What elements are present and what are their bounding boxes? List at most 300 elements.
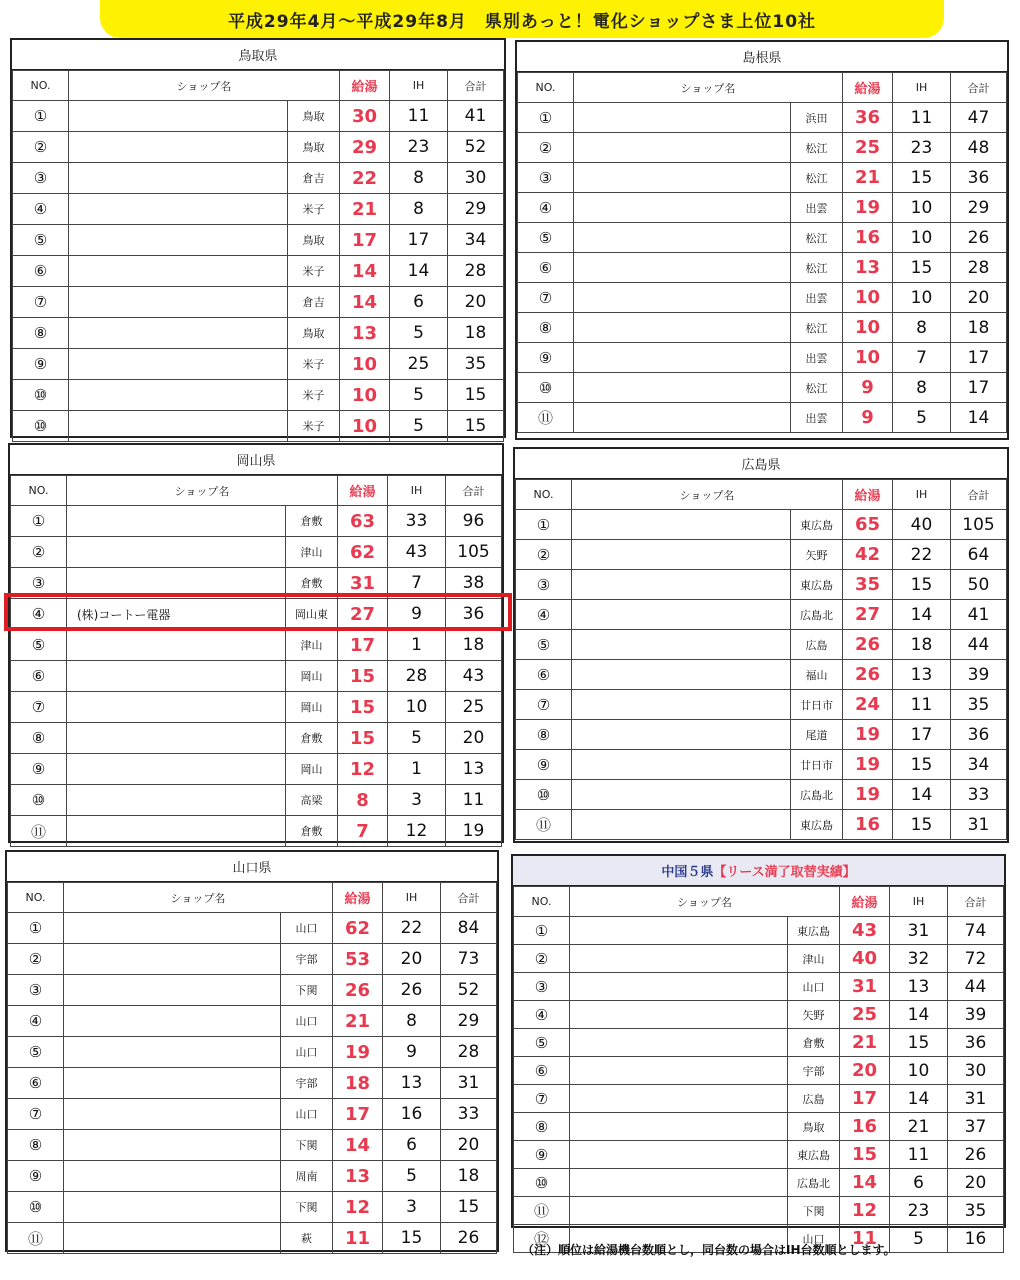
kyuto-count: 26 — [843, 630, 893, 660]
shop-area: 岡山東 — [286, 599, 338, 630]
shop-name — [570, 917, 788, 945]
shop-name — [69, 163, 288, 194]
prefecture-name: 島根県 — [742, 51, 782, 66]
shop-name — [67, 723, 286, 754]
panel-yamaguchi — [5, 850, 499, 1252]
shop-area: 浜田 — [791, 103, 843, 133]
rank-number: ④ — [518, 193, 574, 223]
ih-count: 5 — [388, 723, 446, 754]
table-row — [8, 1037, 497, 1068]
total-count: 37 — [948, 1113, 1004, 1141]
shop-name — [572, 810, 791, 840]
kyuto-count: 10 — [340, 380, 390, 411]
rank-number: ③ — [11, 568, 67, 599]
shop-area: 鳥取 — [288, 318, 340, 349]
kyuto-count: 31 — [840, 973, 890, 1001]
kyuto-count: 21 — [840, 1029, 890, 1057]
rank-number: ⑧ — [518, 313, 574, 343]
ih-count: 8 — [390, 194, 448, 225]
shop-name — [572, 510, 791, 540]
header-kyuto: 給湯 — [333, 883, 383, 913]
shop-name — [572, 630, 791, 660]
panel-okayama — [8, 443, 504, 843]
shop-area: 東広島 — [791, 570, 843, 600]
kyuto-count: 16 — [843, 810, 893, 840]
kyuto-count: 16 — [840, 1113, 890, 1141]
prefecture-name: 広島県 — [741, 458, 781, 473]
rank-number: ① — [8, 913, 64, 944]
ih-count: 10 — [893, 223, 951, 253]
total-count: 50 — [951, 570, 1007, 600]
kyuto-count: 19 — [843, 780, 893, 810]
ih-count: 33 — [388, 506, 446, 537]
total-count: 44 — [948, 973, 1004, 1001]
kyuto-count: 36 — [843, 103, 893, 133]
rank-number: ③ — [514, 973, 570, 1001]
ih-count: 15 — [893, 750, 951, 780]
ih-count: 14 — [890, 1001, 948, 1029]
kyuto-count: 9 — [843, 373, 893, 403]
rank-number: ⑦ — [11, 692, 67, 723]
table-row — [518, 163, 1007, 193]
table-row — [518, 373, 1007, 403]
shop-area: 山口 — [281, 1006, 333, 1037]
shop-area: 松江 — [791, 313, 843, 343]
ih-count: 10 — [890, 1057, 948, 1085]
shop-area: 広島北 — [791, 780, 843, 810]
table-row — [13, 287, 504, 318]
total-count: 84 — [441, 913, 497, 944]
header-row — [11, 476, 502, 506]
total-count: 31 — [441, 1068, 497, 1099]
shop-area: 倉敷 — [286, 723, 338, 754]
table-row — [518, 253, 1007, 283]
shop-area: 周南 — [281, 1161, 333, 1192]
ih-count: 5 — [893, 403, 951, 433]
ih-count: 14 — [390, 256, 448, 287]
shop-name — [67, 661, 286, 692]
shop-area: 山口 — [281, 1037, 333, 1068]
ih-count: 15 — [383, 1223, 441, 1254]
rank-number: ⑤ — [516, 630, 572, 660]
ih-count: 21 — [890, 1113, 948, 1141]
shop-area: 下関 — [788, 1197, 840, 1225]
shop-name — [69, 256, 288, 287]
table-row — [516, 510, 1007, 540]
ih-count: 15 — [893, 163, 951, 193]
kyuto-count: 16 — [843, 223, 893, 253]
ih-count: 40 — [893, 510, 951, 540]
table-row — [516, 600, 1007, 630]
shop-name — [64, 913, 281, 944]
rank-number: ⑪ — [518, 403, 574, 433]
prefecture-name: 鳥取県 — [238, 49, 278, 64]
shop-name — [574, 163, 791, 193]
kyuto-count: 20 — [840, 1057, 890, 1085]
table-row — [8, 1006, 497, 1037]
table-row — [514, 945, 1004, 973]
header-ih: IH — [383, 883, 441, 913]
total-count: 38 — [446, 568, 502, 599]
kyuto-count: 15 — [840, 1141, 890, 1169]
total-count: 39 — [951, 660, 1007, 690]
shop-area: 鳥取 — [288, 225, 340, 256]
total-count: 33 — [441, 1099, 497, 1130]
shop-name — [69, 101, 288, 132]
shop-name — [574, 193, 791, 223]
table-row — [8, 944, 497, 975]
kyuto-count: 10 — [340, 349, 390, 380]
table-row — [518, 313, 1007, 343]
shop-name — [570, 1001, 788, 1029]
table-row — [514, 1029, 1004, 1057]
kyuto-count: 40 — [840, 945, 890, 973]
shop-name — [64, 1130, 281, 1161]
shop-area: 出雲 — [791, 343, 843, 373]
shop-name — [69, 194, 288, 225]
ih-count: 7 — [388, 568, 446, 599]
total-count: 19 — [446, 816, 502, 847]
total-count: 15 — [448, 380, 504, 411]
kyuto-count: 42 — [843, 540, 893, 570]
total-count: 20 — [951, 283, 1007, 313]
panel-hiroshima — [513, 447, 1009, 843]
kyuto-count: 43 — [840, 917, 890, 945]
ih-count: 14 — [893, 600, 951, 630]
header-shop: ショップ名 — [69, 71, 340, 101]
rank-number: ⑤ — [518, 223, 574, 253]
total-count: 39 — [948, 1001, 1004, 1029]
rank-number: ⑤ — [8, 1037, 64, 1068]
rank-number: ⑪ — [516, 810, 572, 840]
ih-count: 10 — [893, 193, 951, 223]
rank-number: ② — [516, 540, 572, 570]
shop-area: 東広島 — [788, 1141, 840, 1169]
kyuto-count: 19 — [843, 720, 893, 750]
table-row — [8, 975, 497, 1006]
kyuto-count: 25 — [840, 1001, 890, 1029]
header-ih: IH — [893, 480, 951, 510]
table-row — [8, 1130, 497, 1161]
rank-number: ⑦ — [516, 690, 572, 720]
ranking-table — [10, 475, 502, 847]
shop-area: 山口 — [788, 973, 840, 1001]
ih-count: 15 — [893, 570, 951, 600]
table-row — [13, 101, 504, 132]
shop-area: 米子 — [288, 194, 340, 225]
kyuto-count: 11 — [333, 1223, 383, 1254]
table-row — [11, 630, 502, 661]
shop-area: 倉敷 — [286, 506, 338, 537]
header-shop: ショップ名 — [67, 476, 338, 506]
total-count: 18 — [446, 630, 502, 661]
total-count: 29 — [448, 194, 504, 225]
shop-area: 倉吉 — [288, 287, 340, 318]
shop-area: 広島 — [791, 630, 843, 660]
total-count: 17 — [951, 343, 1007, 373]
table-row — [518, 403, 1007, 433]
total-count: 28 — [441, 1037, 497, 1068]
table-row — [514, 973, 1004, 1001]
rank-number: ⑨ — [514, 1141, 570, 1169]
rank-number: ⑦ — [8, 1099, 64, 1130]
ih-count: 10 — [388, 692, 446, 723]
table-row — [11, 661, 502, 692]
total-count: 34 — [951, 750, 1007, 780]
ih-count: 25 — [390, 349, 448, 380]
total-count: 73 — [441, 944, 497, 975]
total-count: 34 — [448, 225, 504, 256]
kyuto-count: 27 — [338, 599, 388, 630]
header-row — [518, 73, 1007, 103]
rank-number: ⑨ — [11, 754, 67, 785]
rank-number: ② — [11, 537, 67, 568]
table-row — [13, 163, 504, 194]
prefecture-name: 山口県 — [232, 861, 272, 876]
shop-name — [572, 540, 791, 570]
rank-number: ⑥ — [8, 1068, 64, 1099]
table-row — [11, 723, 502, 754]
shop-area: 出雲 — [791, 193, 843, 223]
total-count: 35 — [448, 349, 504, 380]
header-row — [514, 887, 1004, 917]
kyuto-count: 31 — [338, 568, 388, 599]
shop-area: 倉吉 — [288, 163, 340, 194]
panel-title — [12, 40, 504, 70]
panel-shimane — [515, 40, 1009, 440]
kyuto-count: 22 — [340, 163, 390, 194]
shop-name — [572, 600, 791, 630]
kyuto-count: 26 — [333, 975, 383, 1006]
shop-name — [64, 1037, 281, 1068]
shop-name — [64, 944, 281, 975]
kyuto-count: 17 — [840, 1085, 890, 1113]
ih-count: 32 — [890, 945, 948, 973]
total-count: 26 — [948, 1141, 1004, 1169]
rank-number: ⑧ — [8, 1130, 64, 1161]
header-total: 合計 — [441, 883, 497, 913]
table-row — [516, 570, 1007, 600]
table-row — [518, 193, 1007, 223]
total-count: 30 — [448, 163, 504, 194]
kyuto-count: 11 — [840, 1225, 890, 1253]
total-count: 31 — [951, 810, 1007, 840]
rank-number: ⑧ — [514, 1113, 570, 1141]
ih-count: 11 — [890, 1141, 948, 1169]
ranking-table — [517, 72, 1007, 433]
table-row — [11, 692, 502, 723]
total-count: 74 — [948, 917, 1004, 945]
header-ih: IH — [388, 476, 446, 506]
shop-name — [570, 1141, 788, 1169]
total-count: 14 — [951, 403, 1007, 433]
table-row — [514, 1197, 1004, 1225]
ih-count: 5 — [390, 411, 448, 442]
total-count: 35 — [951, 690, 1007, 720]
table-row — [516, 720, 1007, 750]
kyuto-count: 13 — [340, 318, 390, 349]
total-count: 15 — [441, 1192, 497, 1223]
total-count: 13 — [446, 754, 502, 785]
ih-count: 13 — [383, 1068, 441, 1099]
rank-number: ② — [8, 944, 64, 975]
rank-number: ① — [518, 103, 574, 133]
ih-count: 5 — [383, 1161, 441, 1192]
kyuto-count: 25 — [843, 133, 893, 163]
prefecture-name: 中国５県 — [661, 865, 714, 880]
ih-count: 13 — [893, 660, 951, 690]
table-row — [8, 1192, 497, 1223]
header-kyuto: 給湯 — [843, 73, 893, 103]
ih-count: 9 — [388, 599, 446, 630]
ih-count: 43 — [388, 537, 446, 568]
ih-count: 28 — [388, 661, 446, 692]
rank-number: ① — [13, 101, 69, 132]
rank-number: ⑥ — [516, 660, 572, 690]
ih-count: 12 — [388, 816, 446, 847]
ih-count: 15 — [890, 1029, 948, 1057]
panel-tottori — [10, 38, 506, 438]
table-row — [8, 1099, 497, 1130]
kyuto-count: 17 — [333, 1099, 383, 1130]
table-row — [11, 816, 502, 847]
shop-area: 東広島 — [791, 510, 843, 540]
total-count: 36 — [446, 599, 502, 630]
header-shop: ショップ名 — [570, 887, 840, 917]
total-count: 44 — [951, 630, 1007, 660]
rank-number: ③ — [516, 570, 572, 600]
shop-name — [67, 754, 286, 785]
rank-number: ③ — [8, 975, 64, 1006]
header-total: 合計 — [951, 73, 1007, 103]
shop-name — [574, 253, 791, 283]
header-total: 合計 — [948, 887, 1004, 917]
ih-count: 11 — [390, 101, 448, 132]
rank-number: ⑩ — [518, 373, 574, 403]
kyuto-count: 19 — [843, 750, 893, 780]
shop-area: 倉敷 — [286, 568, 338, 599]
shop-name — [574, 373, 791, 403]
kyuto-count: 10 — [340, 411, 390, 442]
table-row — [11, 785, 502, 816]
shop-area: 下関 — [281, 1192, 333, 1223]
ih-count: 9 — [383, 1037, 441, 1068]
ih-count: 22 — [383, 913, 441, 944]
table-row — [11, 754, 502, 785]
ih-count: 7 — [893, 343, 951, 373]
total-count: 41 — [951, 600, 1007, 630]
shop-area: 広島北 — [788, 1169, 840, 1197]
shop-name — [69, 225, 288, 256]
rank-number: ⑧ — [13, 318, 69, 349]
header-total: 合計 — [446, 476, 502, 506]
table-row — [8, 1161, 497, 1192]
total-count: 29 — [951, 193, 1007, 223]
header-no: NO. — [11, 476, 67, 506]
table-row — [13, 318, 504, 349]
kyuto-count: 21 — [340, 194, 390, 225]
table-row — [516, 780, 1007, 810]
header-total: 合計 — [448, 71, 504, 101]
ranking-table — [515, 479, 1007, 840]
shop-name — [67, 816, 286, 847]
shop-area: 宇部 — [281, 1068, 333, 1099]
shop-area: 山口 — [281, 913, 333, 944]
shop-area: 岡山 — [286, 661, 338, 692]
shop-name — [69, 318, 288, 349]
ih-count: 8 — [383, 1006, 441, 1037]
shop-area: 廿日市 — [791, 750, 843, 780]
total-count: 52 — [441, 975, 497, 1006]
panel-title — [515, 449, 1007, 479]
header-shop: ショップ名 — [572, 480, 843, 510]
kyuto-count: 18 — [333, 1068, 383, 1099]
kyuto-count: 17 — [338, 630, 388, 661]
kyuto-count: 21 — [843, 163, 893, 193]
shop-area: 矢野 — [788, 1001, 840, 1029]
shop-area: 東広島 — [791, 810, 843, 840]
header-kyuto: 給湯 — [340, 71, 390, 101]
kyuto-count: 24 — [843, 690, 893, 720]
shop-name — [67, 692, 286, 723]
table-row — [11, 537, 502, 568]
rank-number: ④ — [514, 1001, 570, 1029]
header-kyuto: 給湯 — [843, 480, 893, 510]
rank-number: ⑫ — [514, 1225, 570, 1253]
kyuto-count: 53 — [333, 944, 383, 975]
ih-count: 5 — [890, 1225, 948, 1253]
total-count: 41 — [448, 101, 504, 132]
kyuto-count: 14 — [840, 1169, 890, 1197]
table-row — [13, 380, 504, 411]
table-row — [13, 411, 504, 442]
total-count: 25 — [446, 692, 502, 723]
ih-count: 1 — [388, 754, 446, 785]
table-row — [518, 283, 1007, 313]
shop-area: 松江 — [791, 133, 843, 163]
shop-name: (株)コートー電器 — [67, 599, 286, 630]
total-count: 43 — [446, 661, 502, 692]
shop-area: 鳥取 — [288, 101, 340, 132]
table-row — [13, 225, 504, 256]
shop-name — [572, 750, 791, 780]
total-count: 18 — [951, 313, 1007, 343]
shop-name — [574, 313, 791, 343]
kyuto-count: 13 — [843, 253, 893, 283]
kyuto-count: 7 — [338, 816, 388, 847]
total-count: 28 — [448, 256, 504, 287]
rank-number: ⑩ — [11, 785, 67, 816]
panel-title — [10, 445, 502, 475]
header-ih: IH — [893, 73, 951, 103]
shop-area: 倉敷 — [286, 816, 338, 847]
table-row — [8, 913, 497, 944]
kyuto-count: 15 — [338, 661, 388, 692]
kyuto-count: 62 — [338, 537, 388, 568]
total-count: 29 — [441, 1006, 497, 1037]
kyuto-count: 19 — [333, 1037, 383, 1068]
rank-number: ⑤ — [11, 630, 67, 661]
header-no: NO. — [514, 887, 570, 917]
table-row — [516, 810, 1007, 840]
kyuto-count: 65 — [843, 510, 893, 540]
total-count: 26 — [441, 1223, 497, 1254]
kyuto-count: 10 — [843, 283, 893, 313]
header-no: NO. — [8, 883, 64, 913]
shop-name — [574, 283, 791, 313]
shop-name — [570, 1113, 788, 1141]
rank-number: ⑩ — [13, 411, 69, 442]
